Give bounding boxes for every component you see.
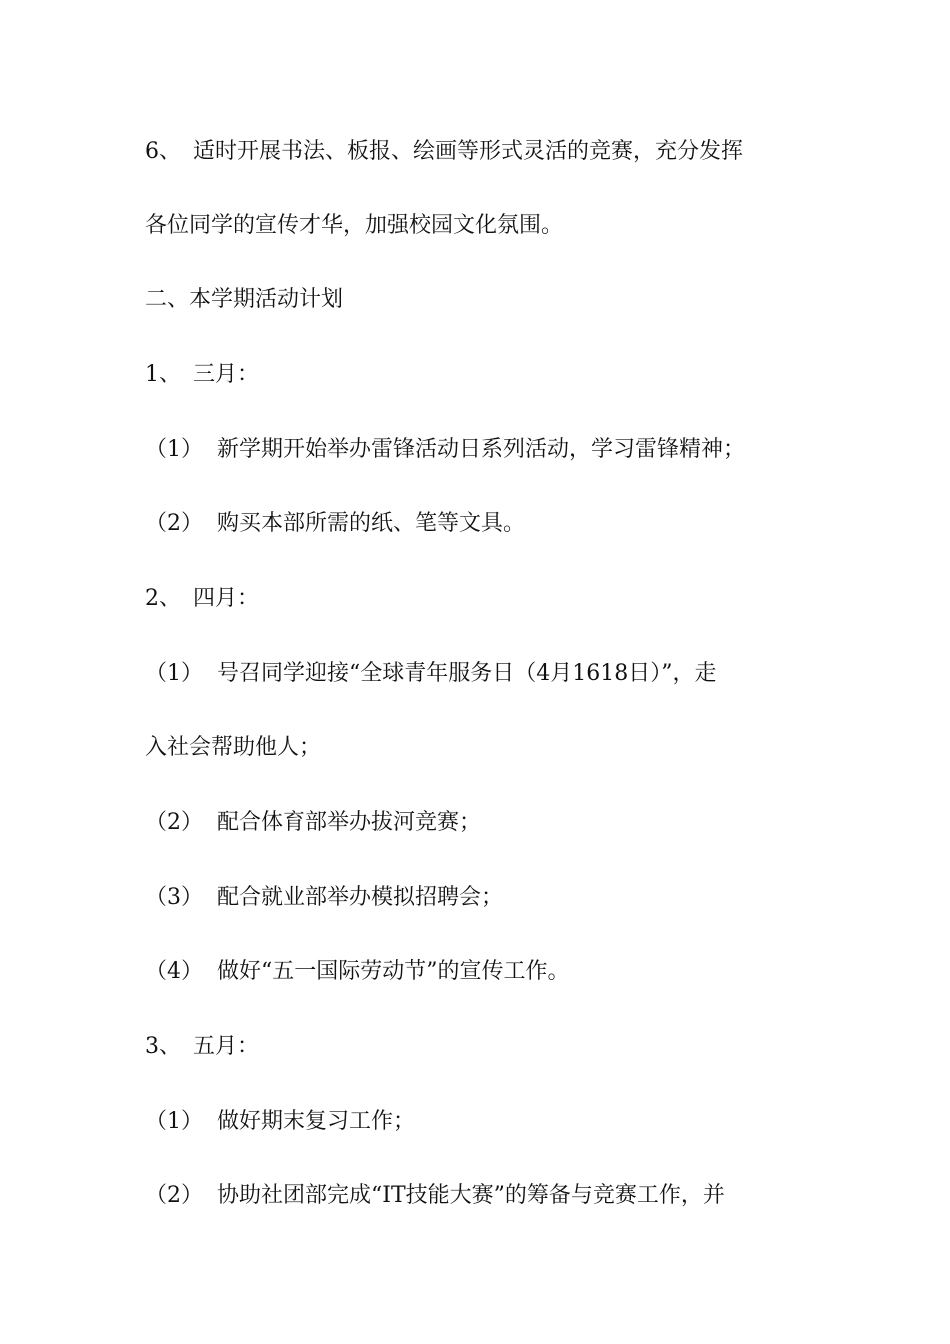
sub-item-text: 配合体育部举办拔河竞赛； (217, 810, 482, 835)
april-item-3 (145, 883, 815, 913)
month-label: 四月： (193, 586, 260, 611)
sub-item-text: 做好期末复习工作； (217, 1109, 416, 1134)
march-item-1 (145, 435, 815, 465)
sub-item-text: 号召同学迎接“全球青年服务日（4月1618日）”，走 (217, 661, 717, 686)
month-label: 三月： (193, 362, 260, 387)
sub-item-text: 配合就业部举办模拟招聘会； (217, 885, 504, 910)
april-item-1 (145, 659, 815, 689)
sub-item-number: （4） (145, 959, 203, 984)
item-number: 6、 (145, 139, 181, 164)
may-item-2 (145, 1181, 815, 1211)
section-heading (145, 285, 815, 315)
may-item-1 (145, 1107, 815, 1137)
sub-item-number: （2） (145, 511, 203, 536)
april-item-1-continuation (145, 733, 815, 763)
sub-item-number: （1） (145, 661, 203, 686)
april-item-2 (145, 808, 815, 838)
month-heading-march (145, 360, 815, 390)
item-text: 适时开展书法、板报、绘画等形式灵活的竞赛，充分发挥 (193, 139, 744, 164)
item-number: 3、 (145, 1034, 181, 1059)
sub-item-number: （2） (145, 810, 203, 835)
item-6-continuation (145, 211, 815, 241)
sub-item-text: 协助社团部完成“IT技能大赛”的筹备与竞赛工作，并 (217, 1183, 725, 1208)
month-heading-may (145, 1032, 815, 1062)
item-text: 各位同学的宣传才华，加强校园文化氛围。 (145, 213, 564, 238)
item-number: 2、 (145, 586, 181, 611)
sub-item-text: 新学期开始举办雷锋活动日系列活动，学习雷锋精神； (217, 437, 746, 462)
march-item-2 (145, 509, 815, 539)
sub-item-number: （1） (145, 437, 203, 462)
sub-item-text: 入社会帮助他人； (145, 735, 322, 760)
section-title: 二、本学期活动计划 (145, 287, 344, 312)
sub-item-text: 购买本部所需的纸、笔等文具。 (217, 511, 526, 536)
sub-item-number: （2） (145, 1183, 203, 1208)
item-number: 1、 (145, 362, 181, 387)
month-heading-april (145, 584, 815, 614)
month-label: 五月： (193, 1034, 260, 1059)
sub-item-text: 做好“五一国际劳动节”的宣传工作。 (217, 959, 570, 984)
item-6-line (145, 137, 815, 167)
sub-item-number: （1） (145, 1109, 203, 1134)
april-item-4 (145, 957, 815, 987)
sub-item-number: （3） (145, 885, 203, 910)
